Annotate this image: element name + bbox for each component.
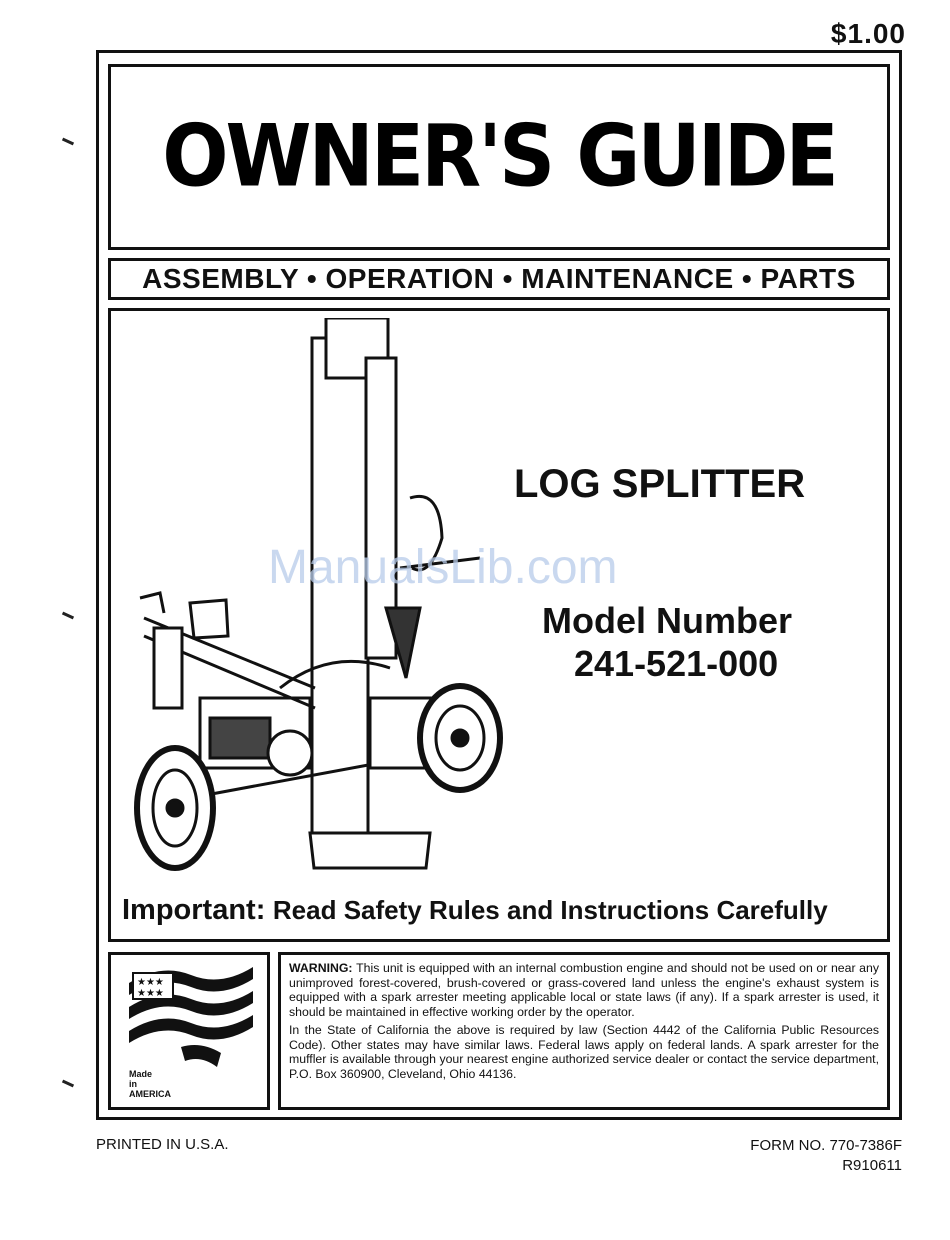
page-title: OWNER'S GUIDE (162, 107, 836, 207)
model-label: Model Number (542, 600, 793, 641)
svg-text:★★★: ★★★ (137, 988, 164, 999)
flag-icon (121, 963, 261, 1073)
product-name: LOG SPLITTER (514, 462, 806, 506)
flag-label: Made in AMERICA (129, 1069, 171, 1099)
printed-in: PRINTED IN U.S.A. (96, 1136, 229, 1153)
warning-box (278, 952, 890, 1110)
title-box (108, 64, 890, 250)
warning-paragraph (289, 961, 879, 1019)
revision-code: R910611 (842, 1157, 902, 1174)
log-splitter-illustration (130, 318, 510, 878)
warning-paragraph-2: In the State of California the above is required by law (Section 4442 of the California Public Resources Code). Other states may have similar laws. Federal laws apply on federal lands. A spark arrester for the muffler is available through your nearest engine authorized service dealer or contact the service department, P.O. Box 360900, Cleveland, Ohio 44136. (289, 1023, 879, 1081)
subtitle: ASSEMBLY • OPERATION • MAINTENANCE • PARTS (142, 263, 856, 294)
margin-mark (62, 1080, 74, 1088)
warning-label: WARNING: (289, 961, 353, 975)
warning-text: This unit is equipped with an internal combustion engine and should not be used on or near any unimproved forest-covered, brush-covered or grass-covered land unless the engine's exhaust system is equipped with a spark arrester meeting applicable local or state laws (if any). If a spark arrester is used, it should be maintained in effective working order by the operator. (289, 961, 879, 1019)
margin-mark (62, 138, 74, 146)
model-number: 241-521-000 (574, 643, 779, 684)
watermark: ManualsLib.com (268, 541, 618, 594)
svg-text:★★★: ★★★ (137, 977, 164, 988)
made-in-america-box (108, 952, 270, 1110)
margin-mark (62, 612, 74, 620)
form-number-block (750, 1136, 902, 1176)
important-label: Important: (122, 894, 266, 926)
subtitle-box (108, 258, 890, 300)
form-number: FORM NO. 770-7386F (750, 1137, 902, 1154)
price-label: $1.00 (830, 18, 906, 49)
important-text: Read Safety Rules and Instructions Carefully (272, 895, 828, 925)
important-notice (122, 894, 828, 927)
